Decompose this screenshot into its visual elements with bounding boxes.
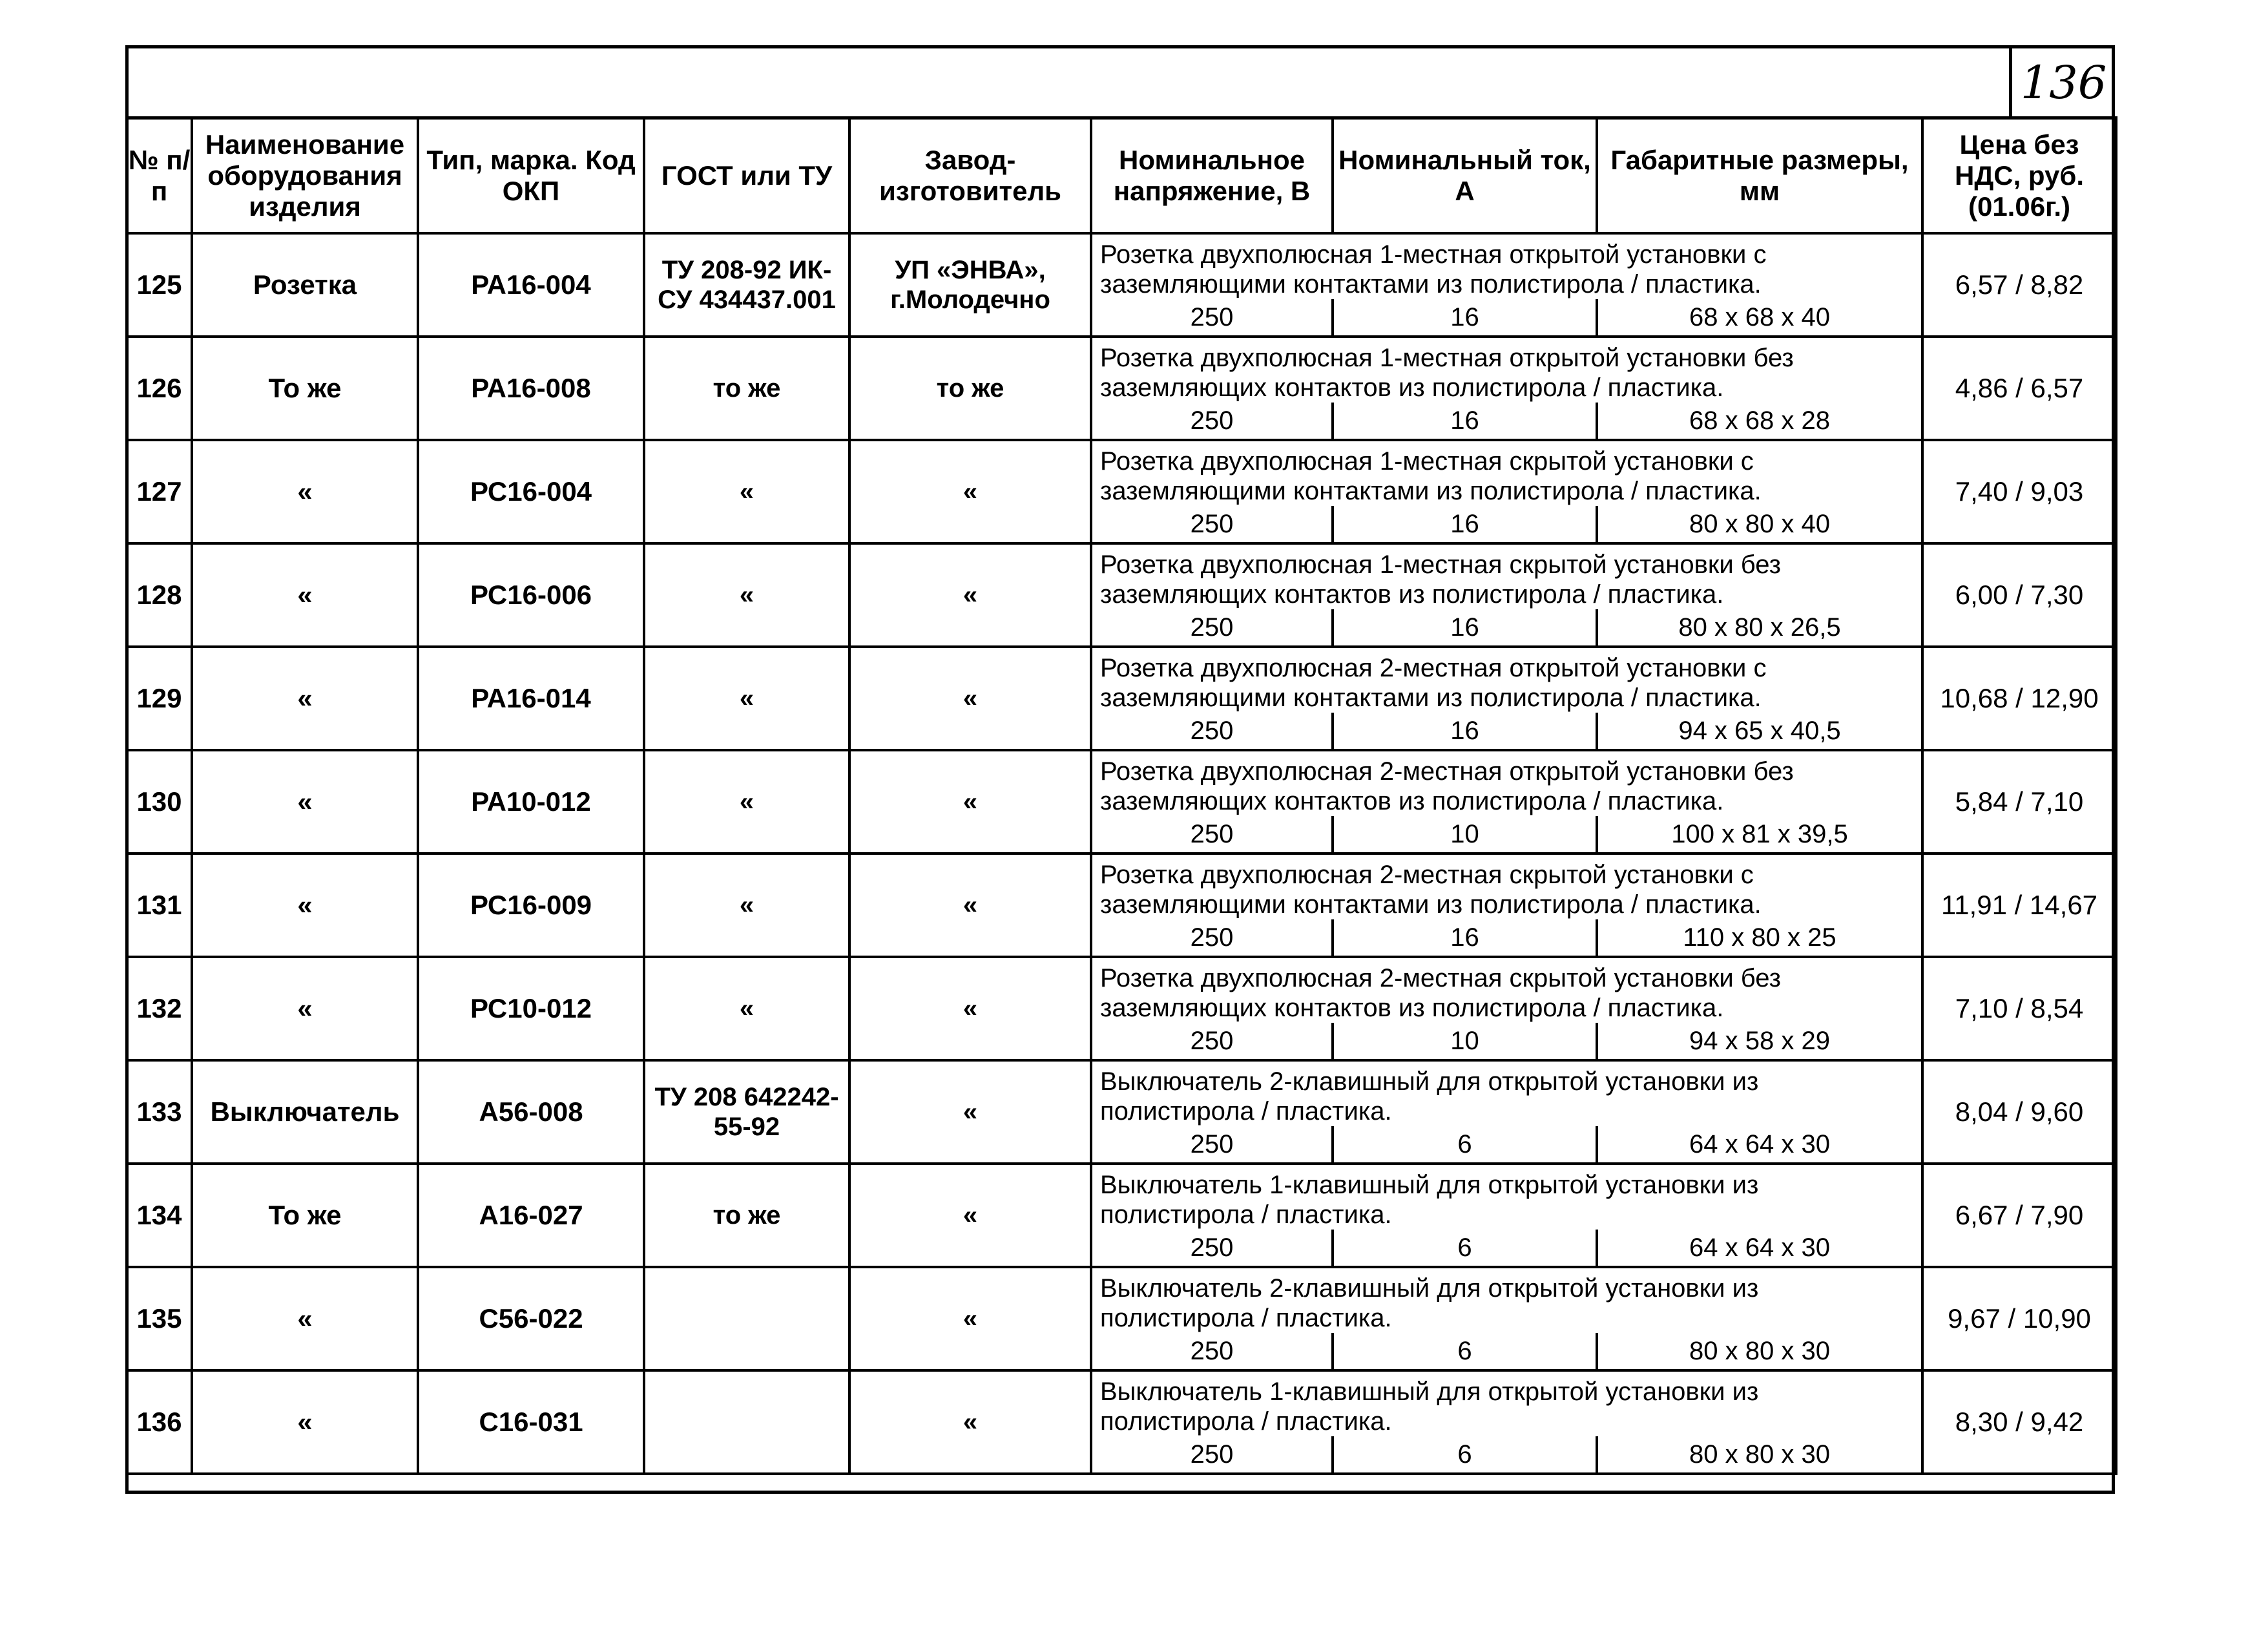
row-description: Розетка двухполюсная 1-местная скрытой установки без заземляющих контактов из полистирола / пластика. xyxy=(1100,550,1781,609)
table-row xyxy=(127,1370,2116,1474)
row-maker: то же xyxy=(849,337,1091,440)
row-current: 16 xyxy=(1334,713,1598,749)
table-row xyxy=(127,543,2116,647)
row-dims: 94 х 65 х 40,5 xyxy=(1678,716,1841,745)
header-num: № п/п xyxy=(127,118,192,233)
row-price: 7,40 / 9,03 xyxy=(1922,440,2116,543)
row-price: 10,68 / 12,90 xyxy=(1922,647,2116,750)
header-voltage: Номинальное напряжение, В xyxy=(1092,119,1334,232)
row-dims: 100 х 81 х 39,5 xyxy=(1671,819,1848,848)
row-price: 6,67 / 7,90 xyxy=(1922,1164,2116,1267)
row-gost: « xyxy=(644,440,849,543)
row-name: « xyxy=(192,1370,418,1474)
row-current: 16 xyxy=(1334,506,1598,542)
row-current: 6 xyxy=(1334,1436,1598,1472)
row-current: 6 xyxy=(1334,1126,1598,1162)
row-description: Розетка двухполюсная 2-местная скрытой установки без заземляющих контактов из полистирола / пластика. xyxy=(1100,964,1781,1022)
row-dims: 68 х 68 х 28 xyxy=(1689,406,1830,435)
row-price: 9,67 / 10,90 xyxy=(1922,1267,2116,1370)
row-price: 11,91 / 14,67 xyxy=(1922,854,2116,957)
row-code: А16-027 xyxy=(418,1164,644,1267)
row-num: 132 xyxy=(127,957,192,1060)
row-voltage: 250 xyxy=(1092,1023,1334,1059)
row-num: 131 xyxy=(127,854,192,957)
row-gost: ТУ 208-92 ИК-СУ 434437.001 xyxy=(644,233,849,337)
row-current: 16 xyxy=(1334,609,1598,645)
row-name: « xyxy=(192,440,418,543)
row-voltage: 250 xyxy=(1092,816,1334,852)
row-name: Выключатель xyxy=(192,1060,418,1164)
row-maker: « xyxy=(849,440,1091,543)
row-current: 6 xyxy=(1334,1230,1598,1266)
row-current: 6 xyxy=(1334,1333,1598,1369)
row-num: 133 xyxy=(127,1060,192,1164)
row-description: Розетка двухполюсная 1-местная открытой установки без заземляющих контактов из полистирола / пластика. xyxy=(1100,344,1794,402)
row-description: Выключатель 2-клавишный для открытой установки из полистирола / пластика. xyxy=(1100,1274,1759,1332)
row-name: « xyxy=(192,647,418,750)
row-specs xyxy=(1092,816,1921,852)
row-specs xyxy=(1092,1023,1921,1059)
row-description: Выключатель 2-клавишный для открытой установки из полистирола / пластика. xyxy=(1100,1067,1759,1126)
row-voltage: 250 xyxy=(1092,919,1334,956)
row-price: 6,57 / 8,82 xyxy=(1922,233,2116,337)
row-description: Выключатель 1-клавишный для открытой установки из полистирола / пластика. xyxy=(1100,1377,1759,1436)
row-description: Розетка двухполюсная 1-местная скрытой установки с заземляющими контактами из полистирола / пластика. xyxy=(1100,447,1762,505)
row-code: РС10-012 xyxy=(418,957,644,1060)
row-description-cell xyxy=(1091,957,1922,1060)
row-code: РА16-008 xyxy=(418,337,644,440)
row-specs xyxy=(1092,1436,1921,1472)
row-gost: « xyxy=(644,957,849,1060)
row-description-cell xyxy=(1091,750,1922,854)
row-voltage: 250 xyxy=(1092,609,1334,645)
row-description: Розетка двухполюсная 1-местная открытой установки с заземляющими контактами из полистирола / пластика. xyxy=(1100,240,1767,299)
row-code: РС16-009 xyxy=(418,854,644,957)
row-voltage: 250 xyxy=(1092,1436,1334,1472)
row-description-cell xyxy=(1091,647,1922,750)
row-num: 125 xyxy=(127,233,192,337)
row-maker: « xyxy=(849,957,1091,1060)
row-voltage: 250 xyxy=(1092,1230,1334,1266)
row-dims: 64 х 64 х 30 xyxy=(1689,1129,1830,1158)
equipment-price-table xyxy=(125,116,2117,1475)
row-specs xyxy=(1092,1230,1921,1266)
header-dims: Габаритные размеры, мм xyxy=(1610,144,1909,206)
row-specs xyxy=(1092,609,1921,645)
row-dims: 110 х 80 х 25 xyxy=(1683,923,1836,952)
row-specs xyxy=(1092,1126,1921,1162)
page-number-box xyxy=(2009,45,2115,120)
row-code: РА10-012 xyxy=(418,750,644,854)
row-current: 10 xyxy=(1334,816,1598,852)
row-maker: « xyxy=(849,543,1091,647)
row-specs xyxy=(1092,713,1921,749)
header-specs xyxy=(1091,118,1922,233)
row-maker: « xyxy=(849,1267,1091,1370)
row-description-cell xyxy=(1091,1060,1922,1164)
row-num: 135 xyxy=(127,1267,192,1370)
row-voltage: 250 xyxy=(1092,713,1334,749)
row-name: « xyxy=(192,750,418,854)
header-name: Наименование оборудования изделия xyxy=(192,118,418,233)
row-num: 128 xyxy=(127,543,192,647)
table-row xyxy=(127,440,2116,543)
row-maker: « xyxy=(849,750,1091,854)
table-row xyxy=(127,854,2116,957)
row-num: 129 xyxy=(127,647,192,750)
row-name: То же xyxy=(192,1164,418,1267)
row-gost: « xyxy=(644,750,849,854)
row-maker: « xyxy=(849,1060,1091,1164)
header-type: Тип, марка. Код ОКП xyxy=(418,118,644,233)
table-header-row xyxy=(127,118,2116,233)
row-name: « xyxy=(192,957,418,1060)
row-description-cell xyxy=(1091,1370,1922,1474)
row-code: РС16-004 xyxy=(418,440,644,543)
table-row xyxy=(127,337,2116,440)
row-price: 6,00 / 7,30 xyxy=(1922,543,2116,647)
header-price: Цена без НДС, руб. (01.06г.) xyxy=(1922,118,2116,233)
row-description: Розетка двухполюсная 2-местная скрытой установки с заземляющими контактами из полистирола / пластика. xyxy=(1100,861,1762,919)
row-gost xyxy=(644,1370,849,1474)
row-gost: « xyxy=(644,647,849,750)
row-description-cell xyxy=(1091,1267,1922,1370)
row-name: « xyxy=(192,1267,418,1370)
row-voltage: 250 xyxy=(1092,1126,1334,1162)
page-number: 136 xyxy=(2020,56,2107,109)
row-gost: ТУ 208 642242-55-92 xyxy=(644,1060,849,1164)
row-gost: то же xyxy=(644,337,849,440)
table-row xyxy=(127,957,2116,1060)
row-name: Розетка xyxy=(192,233,418,337)
row-description-cell xyxy=(1091,337,1922,440)
row-dims: 68 х 68 х 40 xyxy=(1689,302,1830,331)
row-dims: 80 х 80 х 40 xyxy=(1689,509,1830,538)
row-price: 8,30 / 9,42 xyxy=(1922,1370,2116,1474)
row-dims: 80 х 80 х 26,5 xyxy=(1678,613,1841,642)
row-price: 7,10 / 8,54 xyxy=(1922,957,2116,1060)
row-description-cell xyxy=(1091,543,1922,647)
row-maker: « xyxy=(849,647,1091,750)
row-price: 4,86 / 6,57 xyxy=(1922,337,2116,440)
row-num: 136 xyxy=(127,1370,192,1474)
row-specs xyxy=(1092,1333,1921,1369)
row-gost: « xyxy=(644,854,849,957)
row-num: 134 xyxy=(127,1164,192,1267)
header-maker: Завод-изготовитель xyxy=(849,118,1091,233)
row-voltage: 250 xyxy=(1092,403,1334,439)
row-price: 5,84 / 7,10 xyxy=(1922,750,2116,854)
row-num: 130 xyxy=(127,750,192,854)
row-specs xyxy=(1092,403,1921,439)
row-gost: то же xyxy=(644,1164,849,1267)
row-description-cell xyxy=(1091,440,1922,543)
row-num: 126 xyxy=(127,337,192,440)
row-dims: 94 х 58 х 29 xyxy=(1689,1026,1830,1055)
table-row xyxy=(127,233,2116,337)
table-row xyxy=(127,1164,2116,1267)
row-description-cell xyxy=(1091,233,1922,337)
row-gost xyxy=(644,1267,849,1370)
row-code: РА16-004 xyxy=(418,233,644,337)
row-name: « xyxy=(192,854,418,957)
row-maker: УП «ЭНВА», г.Молодечно xyxy=(849,233,1091,337)
row-voltage: 250 xyxy=(1092,506,1334,542)
row-voltage: 250 xyxy=(1092,1333,1334,1369)
row-description: Розетка двухполюсная 2-местная открытой установки без заземляющих контактов из полистирола / пластика. xyxy=(1100,757,1794,815)
row-num: 127 xyxy=(127,440,192,543)
row-gost: « xyxy=(644,543,849,647)
row-name: « xyxy=(192,543,418,647)
table-row xyxy=(127,750,2116,854)
row-description-cell xyxy=(1091,1164,1922,1267)
table-row xyxy=(127,1267,2116,1370)
row-code: РА16-014 xyxy=(418,647,644,750)
row-price: 8,04 / 9,60 xyxy=(1922,1060,2116,1164)
table-body xyxy=(127,233,2116,1474)
row-dims: 80 х 80 х 30 xyxy=(1689,1440,1830,1469)
row-maker: « xyxy=(849,1164,1091,1267)
row-code: РС16-006 xyxy=(418,543,644,647)
row-dims: 80 х 80 х 30 xyxy=(1689,1336,1830,1365)
row-name: То же xyxy=(192,337,418,440)
row-current: 16 xyxy=(1334,919,1598,956)
row-code: С56-022 xyxy=(418,1267,644,1370)
header-gost: ГОСТ или ТУ xyxy=(644,118,849,233)
row-maker: « xyxy=(849,1370,1091,1474)
row-current: 16 xyxy=(1334,299,1598,335)
row-current: 10 xyxy=(1334,1023,1598,1059)
top-header-band xyxy=(125,45,2115,120)
row-current: 16 xyxy=(1334,403,1598,439)
table-row xyxy=(127,1060,2116,1164)
header-current: Номинальный ток, А xyxy=(1334,119,1598,232)
row-code: А56-008 xyxy=(418,1060,644,1164)
row-description-cell xyxy=(1091,854,1922,957)
row-code: С16-031 xyxy=(418,1370,644,1474)
table-row xyxy=(127,647,2116,750)
row-description: Выключатель 1-клавишный для открытой установки из полистирола / пластика. xyxy=(1100,1171,1759,1229)
row-dims: 64 х 64 х 30 xyxy=(1689,1233,1830,1262)
row-maker: « xyxy=(849,854,1091,957)
row-description: Розетка двухполюсная 2-местная открытой установки с заземляющими контактами из полистирола / пластика. xyxy=(1100,654,1767,712)
row-specs xyxy=(1092,299,1921,335)
row-specs xyxy=(1092,506,1921,542)
row-specs xyxy=(1092,919,1921,956)
row-voltage: 250 xyxy=(1092,299,1334,335)
